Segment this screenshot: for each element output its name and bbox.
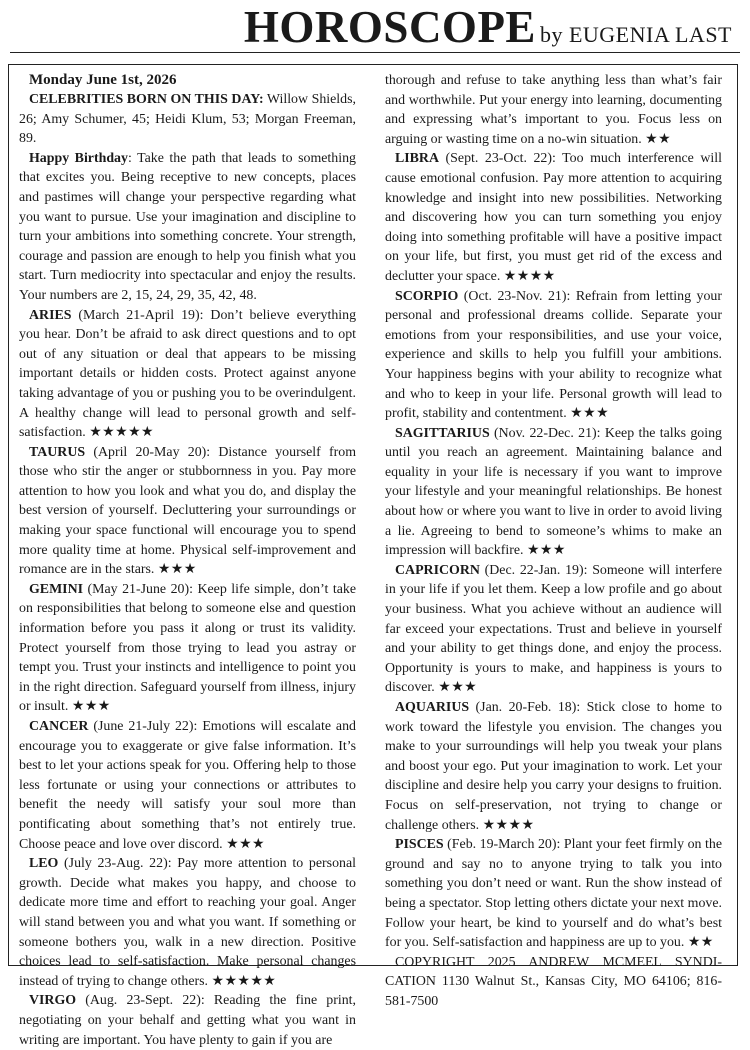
sign-entry-gemini <box>19 580 356 717</box>
star-rating: ★★★★ <box>482 817 535 833</box>
sign-text: Reading the fine print, negotiating on your behalf and getting what you want in writing are important. You have plenty to gain if you are <box>19 993 356 1048</box>
masthead-title <box>243 2 732 52</box>
sign-name: VIRGO <box>29 993 77 1009</box>
star-rating: ★★★★ <box>503 268 556 284</box>
copyright-notice: COPYRIGHT 2025 ANDREW MCMEEL SYNDICATION 1130 Walnut St., Kansas City, MO 64106; 816-581-7500 <box>385 954 722 1009</box>
sign-text: Emotions will escalate and encourage you to exaggerate or give false information. It’s best to let your actions speak for you. Offering help to those less fortunate or using your connections or attributes to benefit the needy will satisfy your soul more than pontificating about something that’s not entirely true. Choose peace and love over discord. <box>19 719 356 852</box>
star-rating: ★★★ <box>526 543 566 559</box>
sign-dates: (May 21-June 20): <box>83 581 198 597</box>
sign-text: Keep life simple, don’t take on responsibilities that belong to someone else and question information before you pass it along or trust its validity. Protect yourself from those trying to lead you astray or tempt you. Trust your instincts and intelligence to point you in the right direction. Safeguard yourself from illness, injury or insult. <box>19 581 356 715</box>
star-rating: ★★★★★ <box>211 973 277 989</box>
sign-entry-leo <box>19 854 356 991</box>
sign-name: PISCES <box>395 837 444 853</box>
sign-text: Distance yourself from those who stir the anger or stubbornness in you. Pay more attention to how you look and what you do, and display the best version of yourself. Decluttering your surroundings or making your space functional will encourage you to spend more quality time at home. Physical self-improvement and romance are in the stars. <box>19 444 356 578</box>
sign-text: Keep the talks going until you reach an agreement. Maintaining balance and equality in your life is necessary if you want to improve your lifestyle and your meaningful relationships. Be honest about how or where you want to live in order to avoid living a lie. Agreeing to bend to someone’s whims to make an impression will backfire. <box>385 425 722 559</box>
column-title: HOROSCOPE <box>243 2 536 52</box>
star-rating: ★★★ <box>71 699 111 715</box>
masthead <box>10 0 740 53</box>
star-rating: ★★★ <box>157 562 197 578</box>
sign-entry-taurus <box>19 443 356 580</box>
sign-dates: (June 21-July 22): <box>88 719 203 734</box>
sign-entry-cancer <box>19 717 356 854</box>
sign-text: Too much interference will cause emotional confusion. Pay more attention to acquiring knowledge and insight into new possibilities. Networking and discovering how you can turn something you enjoy doing into something profitable will have a positive impact on your life, but first, you must get rid of the excess and declutter your space. <box>385 151 723 284</box>
sign-name: LEO <box>29 856 59 872</box>
sign-entry-aries <box>19 306 356 443</box>
sign-name: AQUARIUS <box>395 700 470 715</box>
sign-dates: (March 21-April 19): <box>71 307 211 323</box>
sign-text: thorough and refuse to take anything less than what’s fair and worthwhile. Put your energy into learning, documenting and expressing what’s important to you. Focus less on arguing or wasting time on a no-win situation. <box>385 73 722 147</box>
sign-entry-scorpio <box>385 287 722 424</box>
sign-text: Don’t believe everything you hear. Don’t be afraid to ask direct questions and to opt out of any situation or deal that appears to be missing important details or hidden costs. Protect against anyone taking advantage of you or pushing you to be overindulgent. A healthy change will lead to personal growth and self-satisfaction. <box>19 307 357 441</box>
sign-text: Someone will interfere in your life if you let them. Keep a low profile and go about your business. What you achieve without an audience will far exceed your expectations. Trust and believe in yourself and your ability to get things done, and enjoy the process. Opportunity is yours to make, and happiness is yours to discover. <box>385 562 723 696</box>
byline: by EUGENIA LAST <box>539 22 732 47</box>
left-column <box>19 71 356 1050</box>
star-rating: ★★ <box>645 131 672 147</box>
sign-name: ARIES <box>29 307 72 323</box>
birthday-entry <box>19 149 356 306</box>
sign-dates: (Nov. 22-Dec. 21): <box>489 425 605 441</box>
sign-name: LIBRA <box>395 151 439 167</box>
sign-name: CANCER <box>29 719 89 734</box>
sign-text: Pay more attention to personal growth. Decide what makes you happy, and choose to dedicate more time and effort to reaching your goal. Anger will stand between you and what you want. If something or someone bothers you, walk in a new direction. Positive choices lead to self-satisfaction. Make personal changes instead of trying to change others. <box>19 856 356 989</box>
sign-text: Refrain from letting your personal and professional dreams collide. Separate your emotions from your responsibilities, and use your voice, experience and skills to help you fulfill your ambitions. Your happiness begins with your ability to recognize what and who to keep in your life. Personal growth will lead to profit, stability and contentment. <box>385 288 723 422</box>
sign-entry-virgo-continued <box>385 71 722 149</box>
birthday-label: Happy Birthday <box>29 150 128 166</box>
sign-name: SCORPIO <box>395 288 459 304</box>
sign-dates: (July 23-Aug. 22): <box>58 856 178 872</box>
sign-dates: (Feb. 19-March 20): <box>443 837 564 853</box>
sign-dates: (Jan. 20-Feb. 18): <box>469 700 587 715</box>
sign-text: Stick close to home to work toward the lifestyle you envision. The changes you make to your surroundings will help you tweak your plans and boost your ego. Put your imagination to work. Let your discipline and desire help you carry your designs to fruition. Focus on self-preservation, not trying to change or challenge others. <box>385 700 722 833</box>
horoscope-box <box>8 64 738 1048</box>
sign-name: GEMINI <box>29 581 84 597</box>
right-column <box>385 71 722 1012</box>
sign-text: Plant your feet firmly on the ground and say no to anyone trying to talk you into something you don’t need or want. Run the show instead of being a spectator. Stop letting others dictate your next move. Follow your heart, be kind to yourself and do what’s best for you. Self-satisfaction and happiness are up to you. <box>385 837 722 951</box>
sign-entry-libra <box>385 149 722 286</box>
star-rating: ★★★ <box>570 406 610 422</box>
star-rating: ★★★★★ <box>89 425 154 441</box>
sign-name: SAGITTARIUS <box>395 425 490 441</box>
birthday-text: : Take the path that leads to something that excites you. Being receptive to new concepts, places and pastimes will change your perspective regarding what you want to pursue. Use your imagination and discipline to turn your ambitions into something concrete. Your strength, courage and passion are enough to help you finish what you start. Turn mediocrity into spectacular and enjoy the results. Your numbers are 2, 15, 24, 29, 35, 42, 48. <box>19 150 356 303</box>
sign-entry-sagittarius <box>385 424 722 561</box>
sign-name: CAPRICORN <box>395 562 480 578</box>
celebrities-entry <box>19 90 356 149</box>
sign-dates: (Aug. 23-Sept. 22): <box>76 993 214 1009</box>
sign-entry-aquarius <box>385 698 722 835</box>
sign-entry-pisces <box>385 835 722 953</box>
star-rating: ★★★ <box>438 680 478 696</box>
sign-entry-virgo <box>19 991 356 1050</box>
sign-dates: (April 20-May 20): <box>85 444 219 460</box>
celebrities-text: Willow Shields, 26; Amy Schumer, 45; Heidi Klum, 53; Morgan Freeman, 89. <box>19 92 356 147</box>
date-heading: Monday June 1st, 2026 <box>29 72 177 88</box>
sign-dates: (Dec. 22-Jan. 19): <box>479 562 593 578</box>
sign-name: TAURUS <box>29 444 86 460</box>
star-rating: ★★★ <box>226 836 265 852</box>
sign-dates: (Oct. 23-Nov. 21): <box>458 288 576 304</box>
star-rating: ★★ <box>687 935 714 951</box>
sign-dates: (Sept. 23-Oct. 22): <box>439 151 563 167</box>
sign-entry-capricorn <box>385 561 722 698</box>
celebrities-label: CELEBRITIES BORN ON THIS DAY: <box>29 92 264 107</box>
